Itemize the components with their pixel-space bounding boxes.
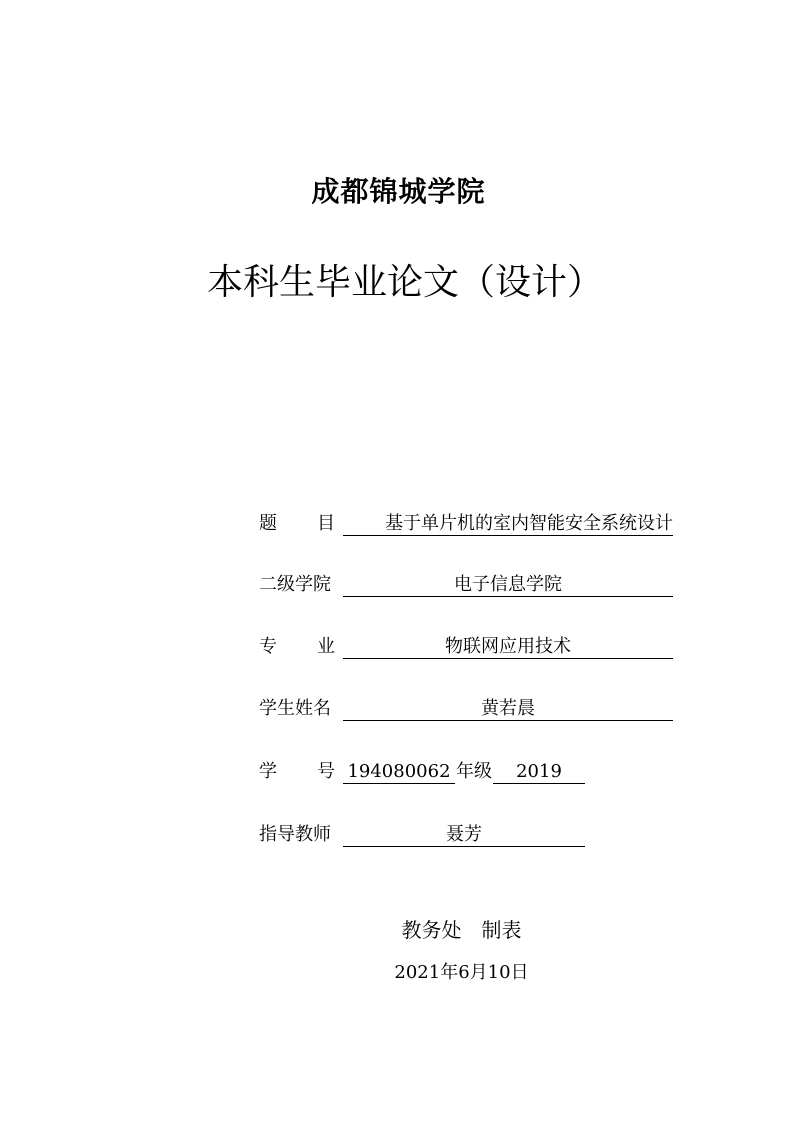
college-label: 二级学院 xyxy=(259,574,331,595)
advisor-value: 聂芳 xyxy=(343,822,585,847)
student-name-value: 黄若晨 xyxy=(343,696,673,721)
issue-date: 2021年6月10日 xyxy=(394,962,529,983)
grade-label: 年级 xyxy=(456,761,492,782)
issuing-office: 教务处 制表 xyxy=(401,918,522,942)
college-value: 电子信息学院 xyxy=(343,572,673,597)
school-name: 成都锦城学院 xyxy=(311,175,486,208)
major-label: 专 业 xyxy=(259,636,335,657)
major-value: 物联网应用技术 xyxy=(343,634,673,659)
student-id-value: 194080062 xyxy=(343,759,455,784)
student-name-label: 学生姓名 xyxy=(259,698,331,719)
advisor-label: 指导教师 xyxy=(259,824,331,845)
document-title: 本科生毕业论文（设计） xyxy=(207,262,604,303)
grade-value: 2019 xyxy=(493,759,585,784)
student-id-label: 学 号 xyxy=(259,761,335,782)
topic-value: 基于单片机的室内智能安全系统设计 xyxy=(343,511,673,536)
topic-label: 题 目 xyxy=(259,513,335,534)
